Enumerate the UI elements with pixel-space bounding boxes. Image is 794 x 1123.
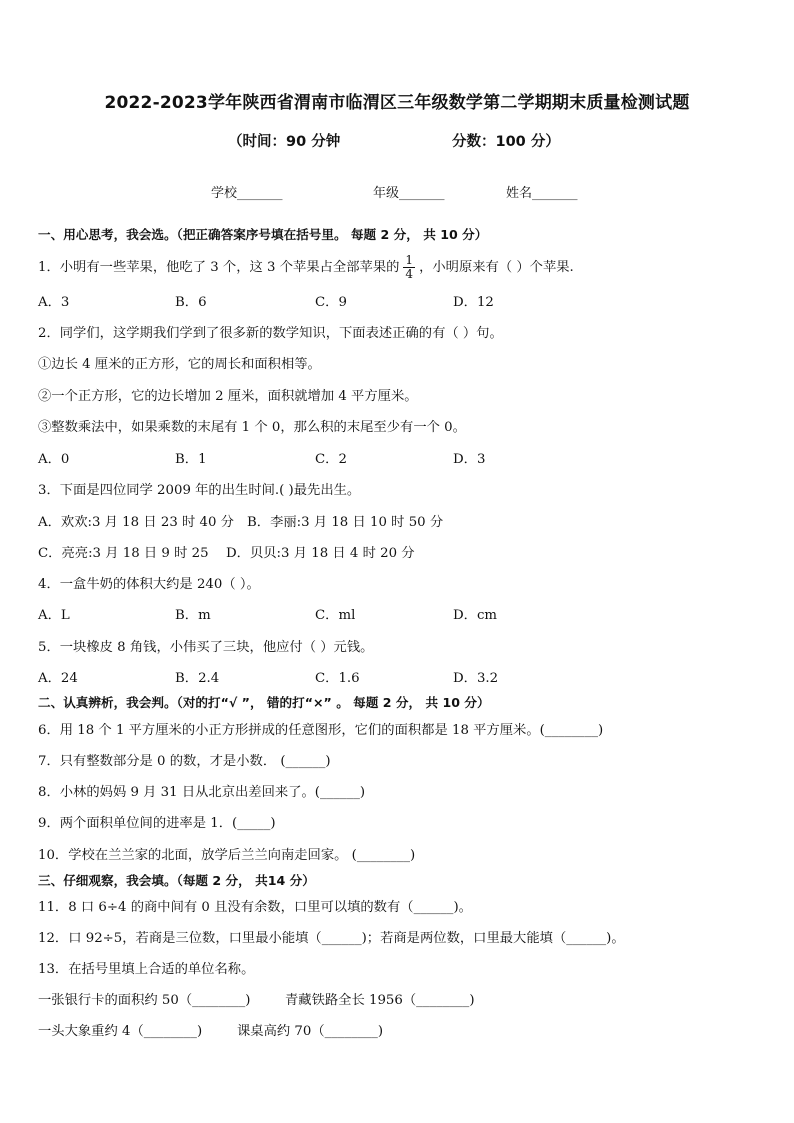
q1-option-c: C．9 (315, 295, 347, 310)
section-1-heading: 一、用心思考，我会选。（把正确答案序号填在括号里。 每题 2 分， 共 10 分） (38, 227, 488, 242)
name-field: 姓名_______ (506, 186, 578, 201)
question-4: 4．一盒牛奶的体积大约是 240（ ）。 (38, 577, 260, 592)
section-3-heading: 三、仔细观察，我会填。（每题 2 分， 共14 分） (38, 873, 315, 888)
question-6: 6．用 18 个 1 平方厘米的小正方形拼成的任意图形，它们的面积都是 18 平方厘米。(________) (38, 723, 604, 738)
question-10: 10．学校在兰兰家的北面，放学后兰兰向南走回家。 (________) (38, 848, 416, 863)
question-2-statement-3: ③整数乘法中，如果乘数的末尾有 1 个 0，那么积的末尾至少有一个 0。 (38, 420, 466, 435)
q4-option-b: B．m (175, 608, 211, 623)
question-12: 12．口 92÷5，若商是三位数，口里最小能填（______)；若商是两位数，口里最大能填（______)。 (38, 931, 625, 946)
q13-item-c: 一头大象重约 4（________) (38, 1024, 203, 1039)
question-2-statement-2: ②一个正方形，它的边长增加 2 厘米，面积就增加 4 平方厘米。 (38, 389, 418, 404)
exam-time: （时间：90 分钟 (228, 134, 341, 150)
q3-option-d: D．贝贝:3 月 18 日 4 时 20 分 (226, 546, 415, 561)
question-1 (38, 254, 574, 281)
q2-option-d: D．3 (453, 452, 486, 467)
q4-option-a: A．L (38, 608, 70, 623)
school-field: 学校_______ (211, 186, 283, 201)
page-title: 2022-2023学年陕西省渭南市临渭区三年级数学第二学期期末质量检测试题 (104, 93, 690, 113)
question-9: 9．两个面积单位间的进率是 1．(_____) (38, 816, 276, 831)
q3-option-b: B．李丽:3 月 18 日 10 时 50 分 (247, 515, 444, 530)
q2-option-a: A．0 (38, 452, 70, 467)
q5-option-b: B．2.4 (175, 671, 220, 686)
q1-option-a: A．3 (38, 295, 70, 310)
q1-option-b: B．6 (175, 295, 207, 310)
question-11: 11．8 口 6÷4 的商中间有 0 且没有余数，口里可以填的数有（______)。 (38, 900, 472, 915)
q2-option-b: B．1 (175, 452, 207, 467)
grade-field: 年级_______ (373, 186, 445, 201)
q5-option-c: C．1.6 (315, 671, 360, 686)
question-7: 7．只有整数部分是 0 的数，才是小数． (______) (38, 754, 331, 769)
exam-score: 分数：100 分） (452, 134, 560, 150)
fraction-denominator: 4 (405, 267, 414, 281)
q3-option-c: C．亮亮:3 月 18 日 9 时 25 (38, 546, 209, 561)
question-1-text: 1．小明有一些苹果，他吃了 3 个，这 3 个苹果占全部苹果的 (38, 260, 400, 275)
question-3: 3．下面是四位同学 2009 年的出生时间.( )最先出生。 (38, 483, 361, 498)
fraction (403, 254, 415, 281)
q4-option-d: D．cm (453, 608, 498, 623)
question-5: 5．一块橡皮 8 角钱，小伟买了三块，他应付（ ）元钱。 (38, 640, 374, 655)
q2-option-c: C．2 (315, 452, 347, 467)
question-8: 8．小林的妈妈 9 月 31 日从北京出差回来了。(______) (38, 785, 366, 800)
question-1-tail: ，小明原来有（ ）个苹果. (419, 260, 574, 275)
question-13: 13．在括号里填上合适的单位名称。 (38, 962, 255, 977)
fraction-numerator: 1 (405, 253, 414, 267)
q1-option-d: D．12 (453, 295, 494, 310)
q13-item-d: 课桌高约 70（________) (237, 1024, 384, 1039)
q13-item-a: 一张银行卡的面积约 50（________) (38, 993, 251, 1008)
question-2: 2．同学们，这学期我们学到了很多新的数学知识，下面表述正确的有（ ）句。 (38, 326, 503, 341)
section-2-heading: 二、认真辨析，我会判。（对的打“√ ”， 错的打“×” 。 每题 2 分， 共 10 分） (38, 695, 490, 710)
question-2-statement-1: ①边长 4 厘米的正方形，它的周长和面积相等。 (38, 357, 321, 372)
q5-option-d: D．3.2 (453, 671, 499, 686)
q3-option-a: A．欢欢:3 月 18 日 23 时 40 分 (38, 515, 234, 530)
q4-option-c: C．ml (315, 608, 356, 623)
q5-option-a: A．24 (38, 671, 78, 686)
q13-item-b: 青藏铁路全长 1956（________) (285, 993, 475, 1008)
